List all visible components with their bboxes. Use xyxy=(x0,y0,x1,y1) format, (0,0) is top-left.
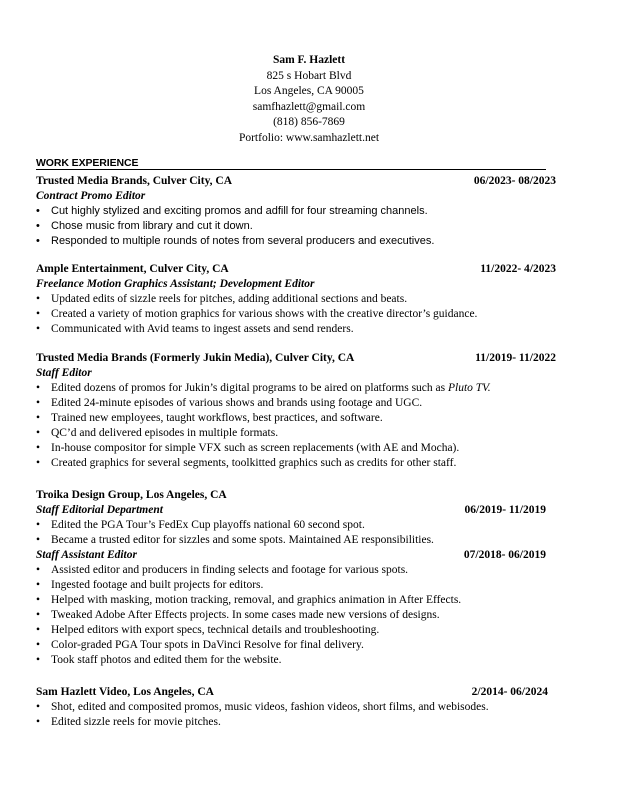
bullet-item: • QC’d and delivered episodes in multiple formats. xyxy=(36,426,556,441)
dates: 07/2018- 06/2019 xyxy=(463,549,546,561)
company: Ample Entertainment, Culver City, CA xyxy=(36,263,229,275)
bullet-item: • Created graphics for several segments, toolkitted graphics such as credits for other staff. xyxy=(36,456,556,471)
bullet-item: • Assisted editor and producers in finding selects and footage for various spots. xyxy=(36,563,546,578)
dates: 11/2019- 11/2022 xyxy=(475,352,556,364)
dates: 2/2014- 06/2024 xyxy=(471,686,548,698)
job-entry xyxy=(36,174,556,249)
bullet-item: • Tweaked Adobe After Effects projects. In some cases made new versions of designs. xyxy=(36,608,546,623)
company: Trusted Media Brands, Culver City, CA xyxy=(36,175,233,187)
role-title: Staff Editorial Department xyxy=(36,504,163,516)
bullet-list xyxy=(36,381,556,471)
bullet-list xyxy=(36,518,546,548)
bullet-item xyxy=(36,381,556,396)
bullet-item: • Ingested footage and built projects for editors. xyxy=(36,578,546,593)
company: Trusted Media Brands (Formerly Jukin Media), Culver City, CA xyxy=(36,352,355,364)
section-title-work-experience: WORK EXPERIENCE xyxy=(36,157,546,170)
email: samfhazlett@gmail.com xyxy=(252,100,366,113)
dates: 06/2019- 11/2019 xyxy=(464,504,546,516)
city-state-zip: Los Angeles, CA 90005 xyxy=(254,85,364,97)
bullet-item: • Cut highly stylized and exciting promos and adfill for four streaming channels. xyxy=(36,204,556,219)
bullet-item: • Edited 24-minute episodes of various shows and brands using footage and UGC. xyxy=(36,396,556,411)
contact-header xyxy=(0,53,618,146)
bullet-list xyxy=(36,292,556,337)
bullet-item: • Took staff photos and edited them for the website. xyxy=(36,653,546,668)
platform-name: Pluto TV. xyxy=(448,382,491,394)
bullet-item: • Communicated with Avid teams to ingest assets and send renders. xyxy=(36,322,556,337)
role-title: Staff Editor xyxy=(36,367,92,379)
job-entry xyxy=(36,351,556,471)
candidate-name: Sam F. Hazlett xyxy=(272,54,346,66)
bullet-item: • Responded to multiple rounds of notes from several producers and executives. xyxy=(36,234,556,249)
bullet-item: • Helped with masking, motion tracking, removal, and graphics animation in After Effects. xyxy=(36,593,546,608)
bullet-item: • Trained new employees, taught workflows, best practices, and software. xyxy=(36,411,556,426)
street-address: 825 s Hobart Blvd xyxy=(266,69,352,82)
role-title: Freelance Motion Graphics Assistant; Development Editor xyxy=(36,278,315,290)
role-title: Staff Assistant Editor xyxy=(36,549,137,561)
dates: 06/2023- 08/2023 xyxy=(473,175,556,187)
bullet-list xyxy=(36,204,556,249)
bullet-text: Edited dozens of promos for Jukin’s digital programs to be aired on platforms such as xyxy=(51,382,448,394)
phone: (818) 856-7869 xyxy=(273,116,345,128)
company: Troika Design Group, Los Angeles, CA xyxy=(36,489,227,501)
bullet-item: • Chose music from library and cut it down. xyxy=(36,219,556,234)
bullet-item: • In-house compositor for simple VFX such as screen replacements (with AE and Mocha). xyxy=(36,441,556,456)
bullet-item: • Shot, edited and composited promos, music videos, fashion videos, short films, and webisodes. xyxy=(36,700,548,715)
bullet-item: • Color-graded PGA Tour spots in DaVinci Resolve for final delivery. xyxy=(36,638,546,653)
dates: 11/2022- 4/2023 xyxy=(480,263,556,275)
bullet-list xyxy=(36,700,548,730)
job-entry xyxy=(36,262,556,337)
bullet-item: • Became a trusted editor for sizzles and some spots. Maintained AE responsibilities. xyxy=(36,533,546,548)
bullet-item: • Helped editors with export specs, technical details and troubleshooting. xyxy=(36,623,546,638)
role-title: Contract Promo Editor xyxy=(36,190,146,202)
bullet-item: • Updated edits of sizzle reels for pitches, adding additional sections and beats. xyxy=(36,292,556,307)
bullet-item: • Created a variety of motion graphics for various shows with the creative director’s guidance. xyxy=(36,307,556,322)
bullet-item: • Edited the PGA Tour’s FedEx Cup playoffs national 60 second spot. xyxy=(36,518,546,533)
job-entry xyxy=(36,685,548,730)
bullet-list xyxy=(36,563,546,668)
job-entry xyxy=(36,488,546,668)
bullet-item: • Edited sizzle reels for movie pitches. xyxy=(36,715,548,730)
company: Sam Hazlett Video, Los Angeles, CA xyxy=(36,686,214,698)
portfolio: Portfolio: www.samhazlett.net xyxy=(238,131,380,144)
